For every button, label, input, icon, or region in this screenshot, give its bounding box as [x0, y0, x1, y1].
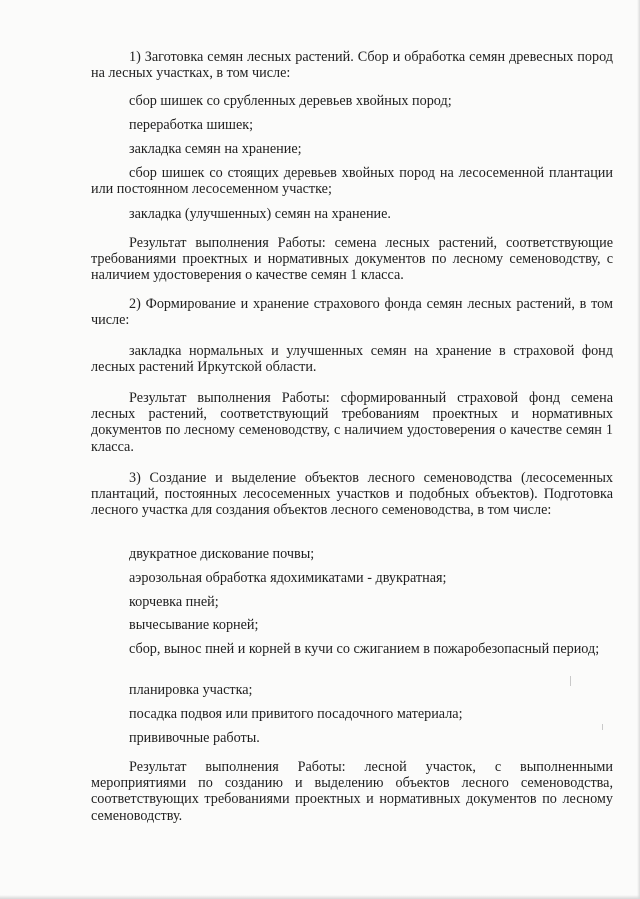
list-item: планировка участка;	[129, 682, 253, 698]
list-item: сбор, вынос пней и корней в кучи со сжиганием в пожаробезопасный период;	[129, 641, 600, 657]
paragraph-section-3-heading: 3) Создание и выделение объектов лесного семеноводства (лесосеменных плантаций, постоянных лесосеменных участков и подобных объектов). Подготовка лесного участка для создания объектов лесного семеноводства, в том числе:	[91, 470, 613, 519]
list-item: закладка семян на хранение;	[129, 141, 302, 157]
list-item: сбор шишек со стоящих деревьев хвойных пород на лесосеменной плантации или постоянном лесосеменном участке;	[91, 165, 613, 198]
list-item: аэрозольная обработка ядохимикатами - двукратная;	[129, 570, 447, 586]
list-item: посадка подвоя или привитого посадочного материала;	[129, 706, 463, 722]
paragraph-result-1: Результат выполнения Работы: семена лесных растений, соответствующие требованиями проектных и нормативных документов по лесному семеноводству, с наличием удостоверения о качестве семян 1 класса.	[91, 235, 613, 284]
paragraph-section-1-heading: 1) Заготовка семян лесных растений. Сбор и обработка семян древесных пород на лесных участках, в том числе:	[91, 49, 613, 82]
list-item: закладка (улучшенных) семян на хранение.	[129, 206, 391, 222]
paragraph-result-2: Результат выполнения Работы: сформированный страховой фонд семена лесных растений, соответствующий требованиям проектных и нормативных документов по лесному семеноводству, с наличием удостоверения о качестве семян 1 класса.	[91, 390, 613, 455]
scan-artifact	[602, 724, 603, 730]
list-item: двукратное дискование почвы;	[129, 546, 315, 562]
list-item: сбор шишек со срубленных деревьев хвойных пород;	[129, 93, 452, 109]
list-item: закладка нормальных и улучшенных семян на хранение в страховой фонд лесных растений Иркутской области.	[91, 343, 613, 376]
scan-edge-shadow	[0, 895, 640, 899]
list-item: прививочные работы.	[129, 730, 260, 746]
paragraph-section-2-heading: 2) Формирование и хранение страхового фонда семян лесных растений, в том числе:	[91, 296, 613, 329]
list-item: переработка шишек;	[129, 117, 254, 133]
list-item: вычесывание корней;	[129, 617, 259, 633]
scan-artifact	[570, 676, 571, 686]
list-item: корчевка пней;	[129, 594, 219, 610]
paragraph-result-3: Результат выполнения Работы: лесной участок, с выполненными мероприятиями по созданию и выделению объектов лесного семеноводства, соответствующих требованиями проектных и нормативных документов по лесному семеноводству.	[91, 759, 613, 824]
